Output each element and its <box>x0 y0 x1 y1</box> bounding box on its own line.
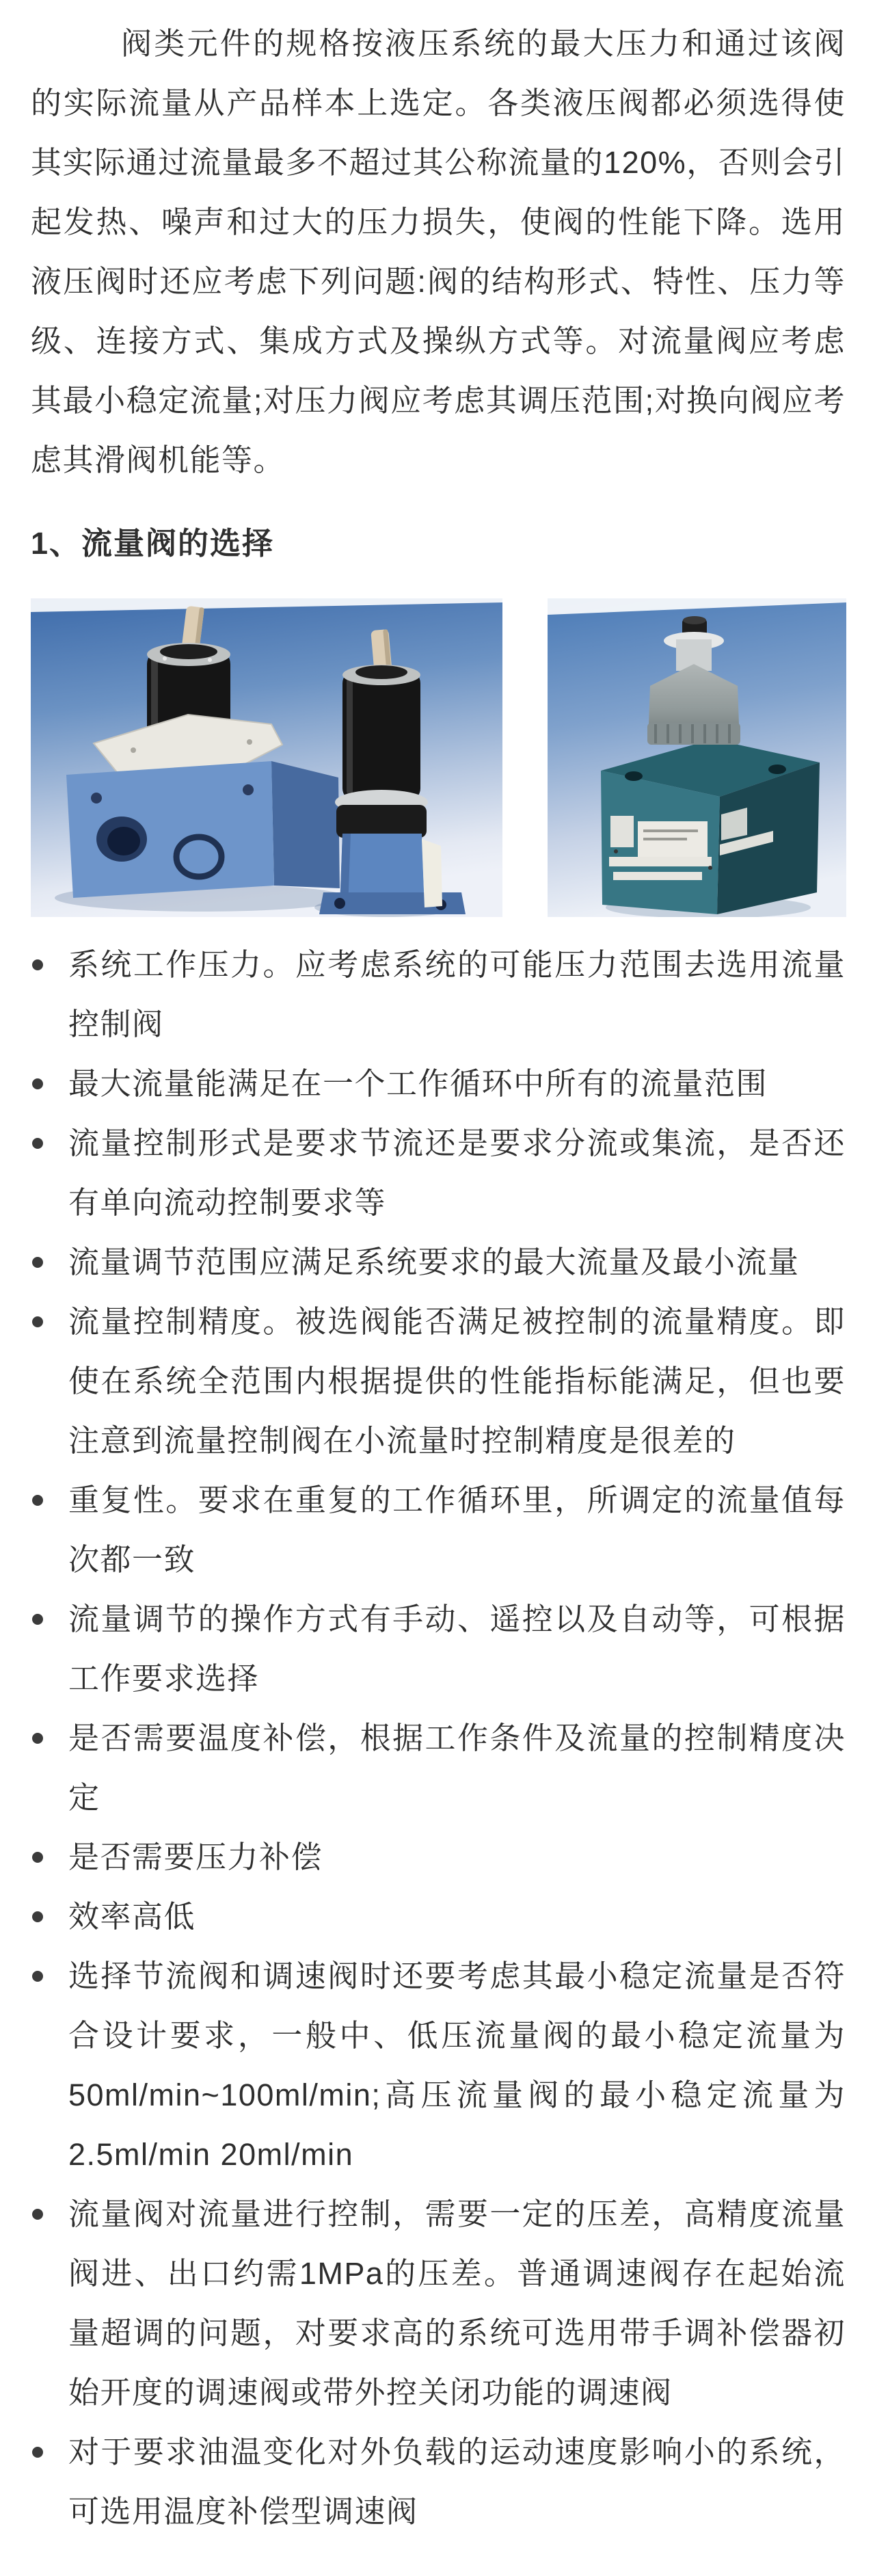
selection-criteria-list <box>31 935 846 2541</box>
list-item <box>31 1113 846 1232</box>
list-item <box>31 935 846 1054</box>
list-item-text: 重复性。要求在重复的工作循环里，所调定的流量值每次都一致 <box>68 1483 846 1577</box>
list-item <box>31 1708 846 1827</box>
bullet-dot-icon <box>32 1257 43 1268</box>
list-item <box>31 2422 846 2541</box>
valve-body-side <box>271 761 340 888</box>
bullet-dot-icon <box>32 1971 43 1982</box>
list-item-text: 流量阀对流量进行控制，需要一定的压差，高精度流量阀进、出口约需1MPa的压差。普通调速阀存在起始流量超调的问题，对要求高的系统可选用带手调补偿器初始开度的调速阀或带外控关闭功能的调速阀 <box>68 2196 846 2410</box>
bullet-dot-icon <box>32 2209 43 2220</box>
list-item <box>31 1054 846 1113</box>
list-item-text: 流量调节的操作方式有手动、遥控以及自动等，可根据工作要求选择 <box>68 1602 846 1696</box>
list-item <box>31 1946 846 2184</box>
bullet-dot-icon <box>32 1733 43 1744</box>
bullet-dot-icon <box>32 1078 43 1089</box>
black-knob <box>342 671 420 801</box>
section-heading: 1、流量阀的选择 <box>31 526 275 561</box>
list-item-text: 流量控制精度。被选阀能否满足被控制的流量精度。即使在系统全范围内根据提供的性能指标能满足，但也要注意到流量控制阀在小流量时控制精度是很差的 <box>68 1304 846 1458</box>
list-item-text: 对于要求油温变化对外负载的运动速度影响小的系统，可选用温度补偿型调速阀 <box>68 2434 846 2529</box>
throttle-valves-photo <box>31 598 502 917</box>
list-item <box>31 1470 846 1589</box>
list-item-text: 流量调节范围应满足系统要求的最大流量及最小流量 <box>68 1245 800 1279</box>
list-item <box>31 1232 846 1292</box>
list-item-text: 是否需要压力补偿 <box>68 1840 323 1874</box>
bullet-dot-icon <box>32 1911 43 1922</box>
valve-body-front <box>66 761 274 898</box>
list-item-text: 最大流量能满足在一个工作循环中所有的流量范围 <box>68 1066 768 1101</box>
list-item-text: 系统工作压力。应考虑系统的可能压力范围去选用流量控制阀 <box>68 947 846 1041</box>
list-item <box>31 1292 846 1470</box>
valve-photos-figure <box>31 598 846 917</box>
list-item <box>31 1887 846 1946</box>
bullet-dot-icon <box>32 959 43 970</box>
intro-paragraph: 阀类元件的规格按液压系统的最大压力和通过该阀的实际流量从产品样本上选定。各类液压阀都必须选得使其实际通过流量最多不超过其公称流量的120%，否则会引起发热、噪声和过大的压力损失，使阀的性能下降。选用液压阀时还应考虑下列问题:阀的结构形式、特性、压力等级、连接方式、集成方式及操纵方式等。对流量阀应考虑其最小稳定流量;对压力阀应考虑其调压范围;对换向阀应考虑其滑阀机能等。 <box>31 26 846 477</box>
bullet-dot-icon <box>32 2447 43 2458</box>
list-item-text: 流量控制形式是要求节流还是要求分流或集流，是否还有单向流动控制要求等 <box>68 1126 846 1220</box>
bullet-dot-icon <box>32 1495 43 1506</box>
list-item-text: 选择节流阀和调速阀时还要考虑其最小稳定流量是否符合设计要求，一般中、低压流量阀的最小稳定流量为50ml/min~100ml/min;高压流量阀的最小稳定流量为2.5ml/min 20ml/min <box>68 1958 846 2172</box>
list-item-text: 效率高低 <box>68 1899 196 1934</box>
list-item-text: 是否需要温度补偿，根据工作条件及流量的控制精度决定 <box>68 1721 846 1815</box>
list-item <box>31 1827 846 1887</box>
bullet-dot-icon <box>32 1852 43 1863</box>
bullet-dot-icon <box>32 1138 43 1149</box>
bullet-dot-icon <box>32 1316 43 1327</box>
bullet-dot-icon <box>32 1614 43 1625</box>
list-item <box>31 2184 846 2422</box>
list-item <box>31 1589 846 1708</box>
label-strip <box>422 839 442 907</box>
flow-control-valve-photo <box>548 598 846 917</box>
